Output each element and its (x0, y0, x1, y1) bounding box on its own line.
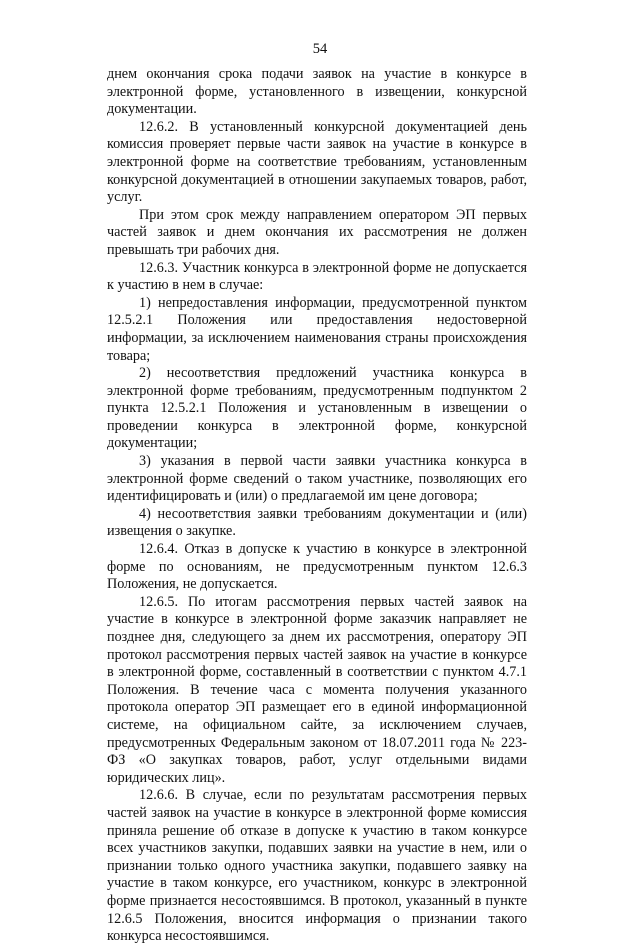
list-item-4: 4) несоответствия заявки требованиям документации и (или) извещения о закупке. (107, 505, 527, 540)
page-number: 54 (312, 41, 328, 57)
page-body (107, 66, 527, 946)
list-item-2: 2) несоответствия предложений участника конкурса в электронной форме требованиям, предусмотренным подпунктом 2 пункта 12.5.2.1 Положения и установленным в извещении о проведении конкурса в электронной форме, конкурсной документации; (107, 365, 527, 452)
list-item-1: 1) непредоставления информации, предусмотренной пунктом 12.5.2.1 Положения или предоставления недостоверной информации, за исключением наименования страны происхождения товара; (107, 294, 527, 364)
paragraph-12-6-4: 12.6.4. Отказ в допуске к участию в конкурсе в электронной форме по основаниям, не предусмотренным пунктом 12.6.3 Положения, не допускается. (107, 541, 527, 593)
paragraph-12-6-2: 12.6.2. В установленный конкурсной документацией день комиссия проверяет первые части заявок на участие в конкурсе в электронной форме на соответствие требованиям, установленным конкурсной документацией в отношении закупаемых товаров, работ, услуг. (107, 118, 527, 206)
paragraph-12-6-5: 12.6.5. По итогам рассмотрения первых частей заявок на участие в конкурсе в электронной форме заказчик направляет не позднее дня, следующего за днем их рассмотрения, оператору ЭП протокол рассмотрения первых частей заявок на участие в конкурсе в электронной форме, составленный в соответствии с пунктом 4.7.1 Положения. В течение часа с момента получения указанного протокола оператор ЭП размещает его в единой информационной системе, на официальном сайте, за исключением случаев, предусмотренных Федеральным законом от 18.07.2011 года № 223-ФЗ «О закупках товаров, работ, услуг отдельными видами юридических лиц». (107, 593, 527, 786)
paragraph-continuation: днем окончания срока подачи заявок на участие в конкурсе в электронной форме, установленного в извещении, конкурсной документации. (107, 66, 527, 118)
paragraph-12-6-3: 12.6.3. Участник конкурса в электронной форме не допускается к участию в нем в случае: (107, 259, 527, 294)
paragraph-deadline: При этом срок между направлением оператором ЭП первых частей заявок и днем окончания их рассмотрения не должен превышать три рабочих дня. (107, 206, 527, 258)
paragraph-12-6-6: 12.6.6. В случае, если по результатам рассмотрения первых частей заявок на участие в конкурсе в электронной форме комиссия приняла решение об отказе в допуске к участию в таком конкурсе всех участников закупки, подавших заявки на участие в нем, или о признании только одного участника закупки, подавшего заявку на участие в таком конкурсе, его участником, конкурс в электронной форме признается несостоявшимся. В протокол, указанный в пункте 12.6.5 Положения, вносится информация о признании такого конкурса несостоявшимся. (107, 787, 527, 945)
list-item-3: 3) указания в первой части заявки участника конкурса в электронной форме сведений о таком участнике, позволяющих его идентифицировать и (или) о предлагаемой им цене договора; (107, 453, 527, 505)
